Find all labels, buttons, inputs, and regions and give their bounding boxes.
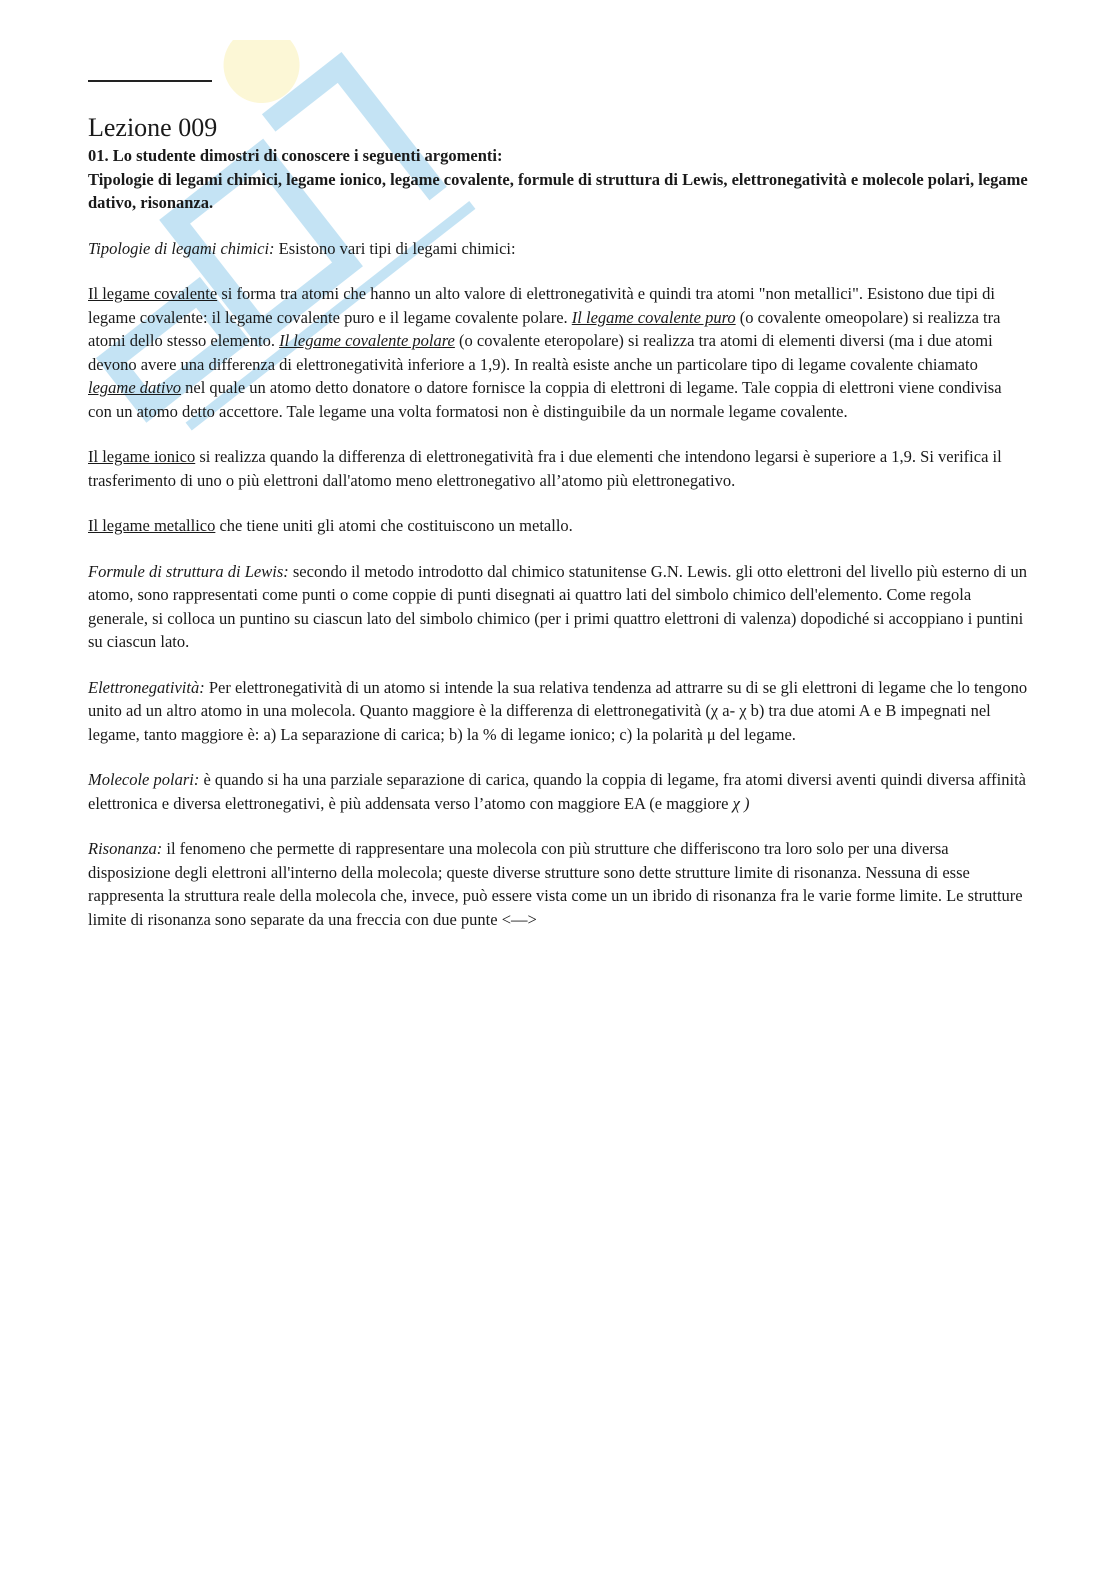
resonance-paragraph xyxy=(88,837,1028,931)
covalent-text-4: nel quale un atomo detto donatore o datore fornisce la coppia di elettroni di legame. Tale coppia di elettroni viene condivisa con un atomo detto accettore. Tale legame una volta formatosi non è distinguibile da un normale legame covalente. xyxy=(88,378,1002,421)
covalent-text-1: si forma tra atomi che hanno un alto valore di elettronegatività e quindi tra atomi "non metallici". Esistono due tipi di legame covalente: il legame covalente puro e il legame covalente polare. xyxy=(88,284,995,327)
polar-molecules-end: χ ) xyxy=(732,793,750,813)
covalent-label: Il legame covalente xyxy=(88,284,218,303)
polar-molecules-label: Molecole polari: xyxy=(88,770,200,789)
resonance-text: il fenomeno che permette di rappresentare una molecola con più strutture che differiscono tra loro solo per una diversa disposizione degli elettroni all'interno della molecola; queste diverse strutture sono dette strutture limite di risonanza. Nessuna di esse rappresenta la struttura reale della molecola che, invece, può essere vista come un un ibrido di risonanza fra le varie forme limite. Le strutture limite di risonanza sono separate da una freccia con due punte <—> xyxy=(88,839,1023,929)
polar-molecules-paragraph xyxy=(88,768,1028,815)
electronegativity-text: Per elettronegatività di un atomo si intende la sua relativa tendenza ad attrarre su di se gli elettroni di legame che lo tengono unito ad un altro atomo in una molecola. Quanto maggiore è la differenza di elettronegatività (χ a- χ b) tra due atomi A e B impegnati nel legame, tanto maggiore è: a) La separazione di carica; b) la % di legame ionico; c) la polarità μ del legame. xyxy=(88,677,1028,744)
ionic-paragraph xyxy=(88,445,1028,492)
types-paragraph xyxy=(88,237,1028,261)
lewis-text: secondo il metodo introdotto dal chimico statunitense G.N. Lewis. gli otto elettroni del livello più esterno di un atomo, sono rappresentati come punti o come coppie di punti disegnati ai quattro lati del simbolo chimico dell'elemento. Come regola generale, si colloca un puntino su ciascun lato del simbolo chimico (per i primi quattro elettroni di valenza) dopodiché si accoppiano i puntini su ciascun lato. xyxy=(88,561,1028,651)
lesson-title: Lezione 009 xyxy=(88,113,218,142)
lewis-paragraph xyxy=(88,560,1028,654)
metallic-text: che tiene uniti gli atomi che costituiscono un metallo. xyxy=(215,516,573,535)
metallic-paragraph xyxy=(88,514,1028,538)
electronegativity-paragraph xyxy=(88,676,1028,747)
covalent-paragraph xyxy=(88,282,1028,423)
resonance-label: Risonanza: xyxy=(88,839,163,858)
dative-label: legame dativo xyxy=(88,378,182,397)
pure-covalent-label: Il legame covalente puro xyxy=(571,307,736,327)
covalent-text-2: (o covalente omeopolare) si realizza tra atomi dello stesso elemento. xyxy=(88,307,1001,350)
types-text: Esistono vari tipi di legami chimici: xyxy=(274,238,516,258)
document-body xyxy=(88,112,1028,931)
types-label: Tipologie di legami chimici: xyxy=(88,238,275,258)
electronegativity-label: Elettronegatività: xyxy=(88,677,205,697)
top-rule xyxy=(88,80,212,82)
ionic-text: si realizza quando la differenza di elettronegatività fra i due elementi che intendono legarsi è superiore a 1,9. Si verifica il trasferimento di uno o più elettroni dall'atomo meno elettronegativo all’atomo più elettronegativo. xyxy=(88,447,1002,490)
polar-covalent-label: Il legame covalente polare xyxy=(279,331,455,350)
polar-molecules-text: è quando si ha una parziale separazione di carica, quando la coppia di legame, fra atomi diversi aventi quindi diversa affinità elettronica e diversa elettronegativi, è più addensata verso l’atomo con maggiore EA (e maggiore xyxy=(88,770,1027,813)
covalent-text-3: (o covalente eteropolare) si realizza tra atomi di elementi diversi (ma i due atomi devono avere una differenza di elettronegatività inferiore a 1,9). In realtà esiste anche un particolare tipo di legame covalente chiamato xyxy=(88,331,993,374)
ionic-label: Il legame ionico xyxy=(88,447,196,466)
question-line: 01. Lo studente dimostri di conoscere i seguenti argomenti: xyxy=(88,146,503,165)
topics-line: Tipologie di legami chimici, legame ionico, legame covalente, formule di struttura di Lewis, elettronegatività e molecole polari, legame dativo, risonanza. xyxy=(88,169,1028,212)
metallic-label: Il legame metallico xyxy=(88,516,216,535)
lewis-label: Formule di struttura di Lewis: xyxy=(88,561,289,581)
